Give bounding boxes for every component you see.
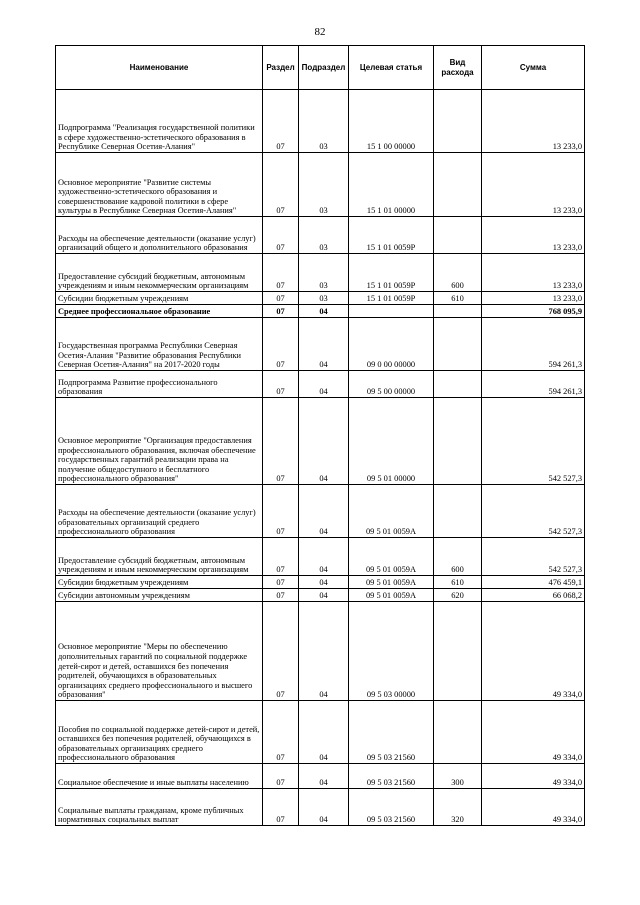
row-name: Основное мероприятие "Развитие системы художественно-эстетического образования и совершенствование кадровой политики в сфере культуры в Республике Северная Осетия-Алания" bbox=[56, 153, 263, 217]
row-amount: 542 527,3 bbox=[482, 538, 585, 576]
row-type bbox=[434, 305, 482, 318]
row-type bbox=[434, 602, 482, 701]
header-section: Раздел bbox=[263, 46, 299, 90]
row-section: 07 bbox=[263, 217, 299, 254]
row-amount: 13 233,0 bbox=[482, 292, 585, 305]
page-number: 82 bbox=[314, 26, 326, 38]
table-row bbox=[56, 485, 585, 538]
row-amount: 49 334,0 bbox=[482, 701, 585, 764]
row-subsection: 04 bbox=[299, 602, 349, 701]
row-section: 07 bbox=[263, 602, 299, 701]
row-name: Субсидии автономным учреждениям bbox=[56, 589, 263, 602]
row-type: 610 bbox=[434, 576, 482, 589]
row-type bbox=[434, 90, 482, 153]
table-row bbox=[56, 576, 585, 589]
row-name: Расходы на обеспечение деятельности (оказание услуг) организаций общего и дополнительного образования bbox=[56, 217, 263, 254]
row-section: 07 bbox=[263, 576, 299, 589]
row-section: 07 bbox=[263, 701, 299, 764]
row-section: 07 bbox=[263, 318, 299, 371]
row-section: 07 bbox=[263, 538, 299, 576]
row-section: 07 bbox=[263, 589, 299, 602]
row-amount: 594 261,3 bbox=[482, 371, 585, 398]
row-target: 15 1 00 00000 bbox=[349, 90, 434, 153]
row-target: 09 5 01 0059А bbox=[349, 576, 434, 589]
row-section: 07 bbox=[263, 789, 299, 826]
row-name: Предоставление субсидий бюджетным, автономным учреждениям и иным некоммерческим организациям bbox=[56, 538, 263, 576]
row-amount: 66 068,2 bbox=[482, 589, 585, 602]
row-amount: 13 233,0 bbox=[482, 153, 585, 217]
row-subsection: 04 bbox=[299, 398, 349, 485]
row-amount: 594 261,3 bbox=[482, 318, 585, 371]
row-amount: 13 233,0 bbox=[482, 217, 585, 254]
row-type: 320 bbox=[434, 789, 482, 826]
row-section: 07 bbox=[263, 371, 299, 398]
row-target: 09 5 00 00000 bbox=[349, 371, 434, 398]
row-target: 09 5 03 21560 bbox=[349, 789, 434, 826]
row-target: 09 5 01 0059А bbox=[349, 538, 434, 576]
row-amount: 542 527,3 bbox=[482, 398, 585, 485]
row-target: 15 1 01 00000 bbox=[349, 153, 434, 217]
table-row bbox=[56, 602, 585, 701]
row-subsection: 04 bbox=[299, 305, 349, 318]
row-subsection: 03 bbox=[299, 292, 349, 305]
row-name: Подпрограмма Развитие профессионального образования bbox=[56, 371, 263, 398]
row-name: Среднее профессиональное образование bbox=[56, 305, 263, 318]
table-header-row bbox=[56, 46, 585, 90]
row-name: Социальные выплаты гражданам, кроме публичных нормативных социальных выплат bbox=[56, 789, 263, 826]
row-amount: 49 334,0 bbox=[482, 764, 585, 789]
table-row bbox=[56, 398, 585, 485]
row-type bbox=[434, 485, 482, 538]
row-type: 300 bbox=[434, 764, 482, 789]
row-section: 07 bbox=[263, 292, 299, 305]
row-amount: 542 527,3 bbox=[482, 485, 585, 538]
row-section: 07 bbox=[263, 398, 299, 485]
header-amount: Сумма bbox=[482, 46, 585, 90]
row-target: 15 1 01 0059Р bbox=[349, 217, 434, 254]
table-row bbox=[56, 254, 585, 292]
table-row bbox=[56, 217, 585, 254]
row-subsection: 04 bbox=[299, 576, 349, 589]
row-name: Основное мероприятие "Меры по обеспечению дополнительных гарантий по социальной поддержке детей-сирот и детей, оставшихся без попечения родителей, обучающихся в образовательных организациях среднего профессионального и высшего образования" bbox=[56, 602, 263, 701]
row-type bbox=[434, 398, 482, 485]
row-type bbox=[434, 217, 482, 254]
row-name: Предоставление субсидий бюджетным, автономным учреждениям и иным некоммерческим организациям bbox=[56, 254, 263, 292]
row-amount: 476 459,1 bbox=[482, 576, 585, 589]
header-name: Наименование bbox=[56, 46, 263, 90]
row-target: 09 5 03 21560 bbox=[349, 764, 434, 789]
row-amount: 768 095,9 bbox=[482, 305, 585, 318]
row-subsection: 03 bbox=[299, 217, 349, 254]
row-type bbox=[434, 153, 482, 217]
row-target: 15 1 01 0059Р bbox=[349, 254, 434, 292]
row-type: 600 bbox=[434, 254, 482, 292]
row-name: Расходы на обеспечение деятельности (оказание услуг) образовательных организаций среднего профессионального образования bbox=[56, 485, 263, 538]
row-subsection: 03 bbox=[299, 254, 349, 292]
table-row bbox=[56, 789, 585, 826]
row-name: Субсидии бюджетным учреждениям bbox=[56, 292, 263, 305]
row-type bbox=[434, 371, 482, 398]
row-name: Государственная программа Республики Северная Осетия-Алания "Развитие образования Республики Северная Осетия-Алания" на 2017-2020 годы bbox=[56, 318, 263, 371]
table-row bbox=[56, 292, 585, 305]
row-target: 09 5 03 21560 bbox=[349, 701, 434, 764]
row-amount: 13 233,0 bbox=[482, 254, 585, 292]
table-row bbox=[56, 318, 585, 371]
budget-table bbox=[55, 45, 585, 826]
row-subsection: 04 bbox=[299, 318, 349, 371]
row-subsection: 04 bbox=[299, 485, 349, 538]
table-row bbox=[56, 371, 585, 398]
row-type: 610 bbox=[434, 292, 482, 305]
row-target bbox=[349, 305, 434, 318]
row-target: 09 5 01 0059А bbox=[349, 485, 434, 538]
table-row bbox=[56, 305, 585, 318]
row-name: Пособия по социальной поддержке детей-сирот и детей, оставшихся без попечения родителей, обучающихся в образовательных организациях среднего профессионального образования bbox=[56, 701, 263, 764]
header-type: Вид расхода bbox=[434, 46, 482, 90]
row-section: 07 bbox=[263, 305, 299, 318]
header-subsection: Подраздел bbox=[299, 46, 349, 90]
table-row bbox=[56, 538, 585, 576]
row-type: 600 bbox=[434, 538, 482, 576]
row-name: Основное мероприятие "Организация предоставления профессионального образования, включая обеспечение государственных гарантий реализации права на получение общедоступного и бесплатного профессионального образования" bbox=[56, 398, 263, 485]
row-name: Социальное обеспечение и иные выплаты населению bbox=[56, 764, 263, 789]
row-target: 09 5 01 00000 bbox=[349, 398, 434, 485]
row-target: 09 5 03 00000 bbox=[349, 602, 434, 701]
row-amount: 49 334,0 bbox=[482, 602, 585, 701]
row-type bbox=[434, 318, 482, 371]
row-target: 09 0 00 00000 bbox=[349, 318, 434, 371]
row-subsection: 04 bbox=[299, 538, 349, 576]
row-section: 07 bbox=[263, 764, 299, 789]
row-name: Подпрограмма "Реализация государственной политики в сфере художественно-эстетического образования в Республике Северная Осетия-Алания" bbox=[56, 90, 263, 153]
row-type: 620 bbox=[434, 589, 482, 602]
row-name: Субсидии бюджетным учреждениям bbox=[56, 576, 263, 589]
row-subsection: 04 bbox=[299, 701, 349, 764]
row-subsection: 04 bbox=[299, 764, 349, 789]
row-subsection: 04 bbox=[299, 789, 349, 826]
row-amount: 13 233,0 bbox=[482, 90, 585, 153]
header-target: Целевая статья bbox=[349, 46, 434, 90]
row-subsection: 03 bbox=[299, 90, 349, 153]
row-section: 07 bbox=[263, 254, 299, 292]
row-target: 09 5 01 0059А bbox=[349, 589, 434, 602]
table-row bbox=[56, 764, 585, 789]
table-row bbox=[56, 589, 585, 602]
row-amount: 49 334,0 bbox=[482, 789, 585, 826]
row-subsection: 03 bbox=[299, 153, 349, 217]
row-section: 07 bbox=[263, 90, 299, 153]
row-section: 07 bbox=[263, 153, 299, 217]
row-target: 15 1 01 0059Р bbox=[349, 292, 434, 305]
row-type bbox=[434, 701, 482, 764]
row-section: 07 bbox=[263, 485, 299, 538]
table-row bbox=[56, 90, 585, 153]
row-subsection: 04 bbox=[299, 371, 349, 398]
table-row bbox=[56, 701, 585, 764]
row-subsection: 04 bbox=[299, 589, 349, 602]
table-row bbox=[56, 153, 585, 217]
